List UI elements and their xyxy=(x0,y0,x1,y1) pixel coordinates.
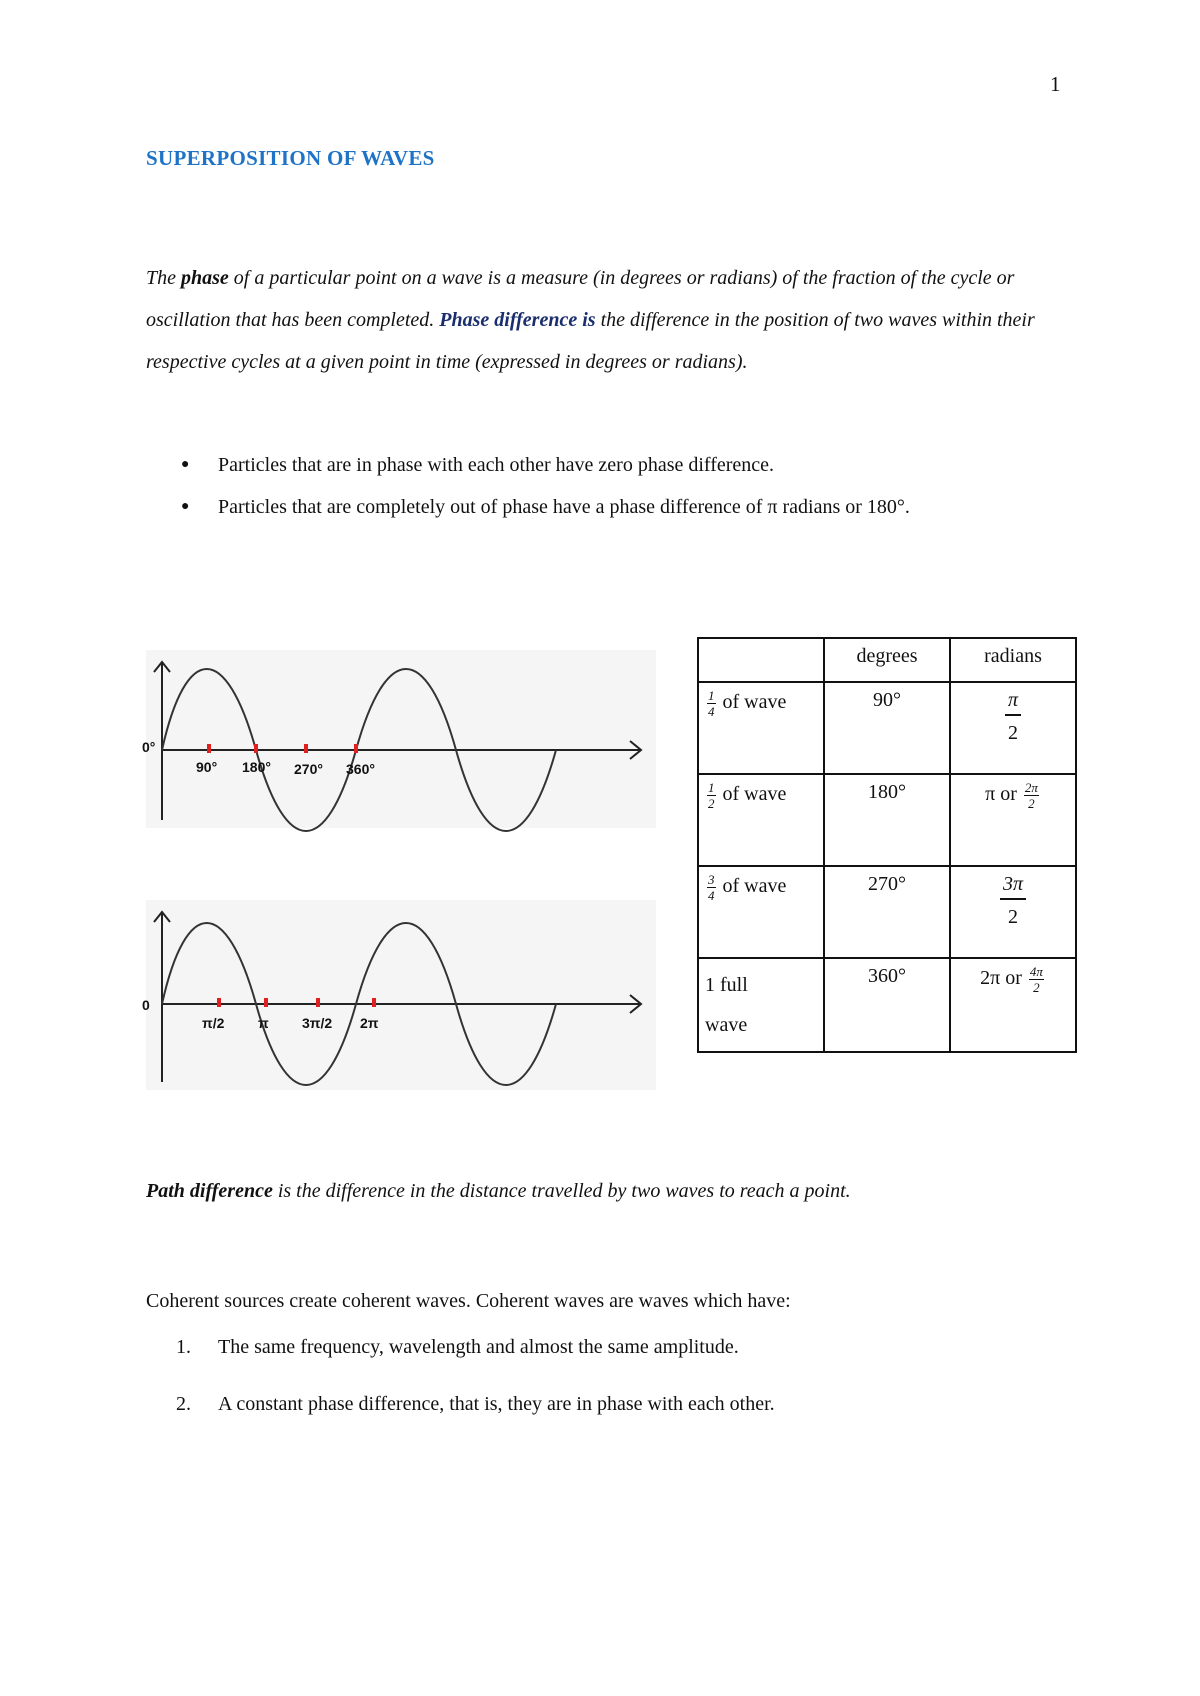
mark-label: 3π/2 xyxy=(302,1015,333,1031)
table-row xyxy=(698,866,1076,958)
origin-label: 0° xyxy=(142,739,156,755)
radian-numerator: 3π xyxy=(1000,873,1026,900)
list-item xyxy=(146,1334,775,1360)
phase-conversion-table xyxy=(697,637,1077,1053)
phase-marker xyxy=(254,744,258,753)
phase-marker xyxy=(304,744,308,753)
table-cell-fraction xyxy=(698,682,824,774)
phase-marker xyxy=(354,744,358,753)
mark-label: 180° xyxy=(242,759,271,775)
radian-prefix: 2π or xyxy=(980,967,1022,990)
bullet-item: ● Particles that are completely out of phase have a phase difference of π radians or 180°. xyxy=(218,486,1118,528)
mark-label: 90° xyxy=(196,759,218,775)
path-difference-term: Path difference xyxy=(146,1180,273,1202)
fraction-denominator: 4 xyxy=(708,888,715,903)
bullet-item: ● Particles that are in phase with each other have zero phase difference. xyxy=(218,444,1118,486)
phase-marker xyxy=(217,998,221,1007)
table-header-row xyxy=(698,638,1076,682)
sine-wave-radians-svg xyxy=(142,900,656,1090)
coherent-intro: Coherent sources create coherent waves. Coherent waves are waves which have: xyxy=(146,1290,791,1312)
radian-denominator: 2 xyxy=(1008,906,1018,928)
radian-denominator: 2 xyxy=(1033,980,1040,995)
fraction-numerator: 1 xyxy=(708,688,715,703)
intro-text-3: the difference in the position of two waves within their respective cycles at a given point in time (expressed in degrees or radians). xyxy=(146,309,1035,373)
mark-label: 270° xyxy=(294,761,323,777)
radian-denominator: 2 xyxy=(1008,722,1018,744)
phase-marker xyxy=(372,998,376,1007)
table-header: radians xyxy=(950,638,1076,682)
path-difference-text: is the difference in the distance travelled by two waves to reach a point. xyxy=(272,1180,851,1202)
coherent-list xyxy=(146,1334,775,1448)
origin-label: 0 xyxy=(142,997,150,1013)
page-title: SUPERPOSITION OF WAVES xyxy=(146,146,435,170)
list-text: The same frequency, wavelength and almost the same amplitude. xyxy=(218,1336,739,1358)
table-cell-radians xyxy=(950,958,1076,1052)
radian-fraction xyxy=(1000,873,1026,928)
mark-label: 360° xyxy=(346,761,375,777)
fraction-numerator: 3 xyxy=(708,872,715,887)
sine-wave-degrees-svg xyxy=(142,650,656,828)
radian-fraction xyxy=(1024,781,1039,810)
table-cell-degrees: 90° xyxy=(824,682,950,774)
fraction-denominator: 4 xyxy=(708,704,715,719)
row-label-line: wave xyxy=(705,1014,748,1036)
path-difference-paragraph xyxy=(146,1170,1076,1212)
table-cell-fraction xyxy=(698,958,824,1052)
phase-difference-term: Phase difference is xyxy=(439,309,596,331)
fraction-label: of wave xyxy=(722,875,787,898)
fraction xyxy=(707,873,716,902)
intro-paragraph xyxy=(146,257,1076,383)
table-cell-degrees: 360° xyxy=(824,958,950,1052)
table-header: degrees xyxy=(824,638,950,682)
table-cell-radians xyxy=(950,774,1076,866)
radian-denominator: 2 xyxy=(1028,796,1035,811)
phase-term: phase xyxy=(181,267,229,289)
table-row xyxy=(698,958,1076,1052)
sine-wave-radians-figure xyxy=(142,900,656,1090)
fraction-denominator: 2 xyxy=(708,796,715,811)
list-number: 1. xyxy=(176,1336,191,1358)
mark-label: π/2 xyxy=(202,1015,225,1031)
table-row xyxy=(698,682,1076,774)
fraction-label: of wave xyxy=(722,691,787,714)
sine-wave-degrees-figure xyxy=(142,650,656,828)
phase-marker xyxy=(316,998,320,1007)
table-row xyxy=(698,774,1076,866)
table-cell-fraction xyxy=(698,774,824,866)
table-cell-degrees: 270° xyxy=(824,866,950,958)
fraction-label: of wave xyxy=(722,783,787,806)
fraction xyxy=(707,781,716,810)
list-item xyxy=(146,1391,775,1417)
radian-numerator: 2π xyxy=(1024,780,1038,795)
list-number: 2. xyxy=(176,1393,191,1415)
radian-numerator: π xyxy=(1005,689,1021,716)
radian-prefix: π or xyxy=(985,783,1017,806)
table-cell-radians xyxy=(950,682,1076,774)
intro-text-1: The xyxy=(146,267,181,289)
phase-marker xyxy=(207,744,211,753)
table-cell-fraction xyxy=(698,866,824,958)
radian-fraction xyxy=(1005,689,1021,744)
phase-bullet-list xyxy=(146,444,1118,528)
fraction xyxy=(707,689,716,718)
mark-label: π xyxy=(258,1015,269,1031)
fraction-numerator: 1 xyxy=(708,780,715,795)
phase-marker xyxy=(264,998,268,1007)
page-number: 1 xyxy=(1050,72,1061,96)
row-label-line: 1 full xyxy=(705,974,748,996)
table-cell-radians xyxy=(950,866,1076,958)
table-header xyxy=(698,638,824,682)
intro-text-2: of a particular point on a wave is a measure (in degrees or radians) of the fraction of the cycle or oscillation that has been completed. xyxy=(146,267,1015,331)
mark-label: 2π xyxy=(360,1015,379,1031)
radian-numerator: 4π xyxy=(1029,964,1043,979)
list-text: A constant phase difference, that is, they are in phase with each other. xyxy=(218,1393,775,1415)
radian-fraction xyxy=(1029,965,1044,994)
table-cell-degrees: 180° xyxy=(824,774,950,866)
